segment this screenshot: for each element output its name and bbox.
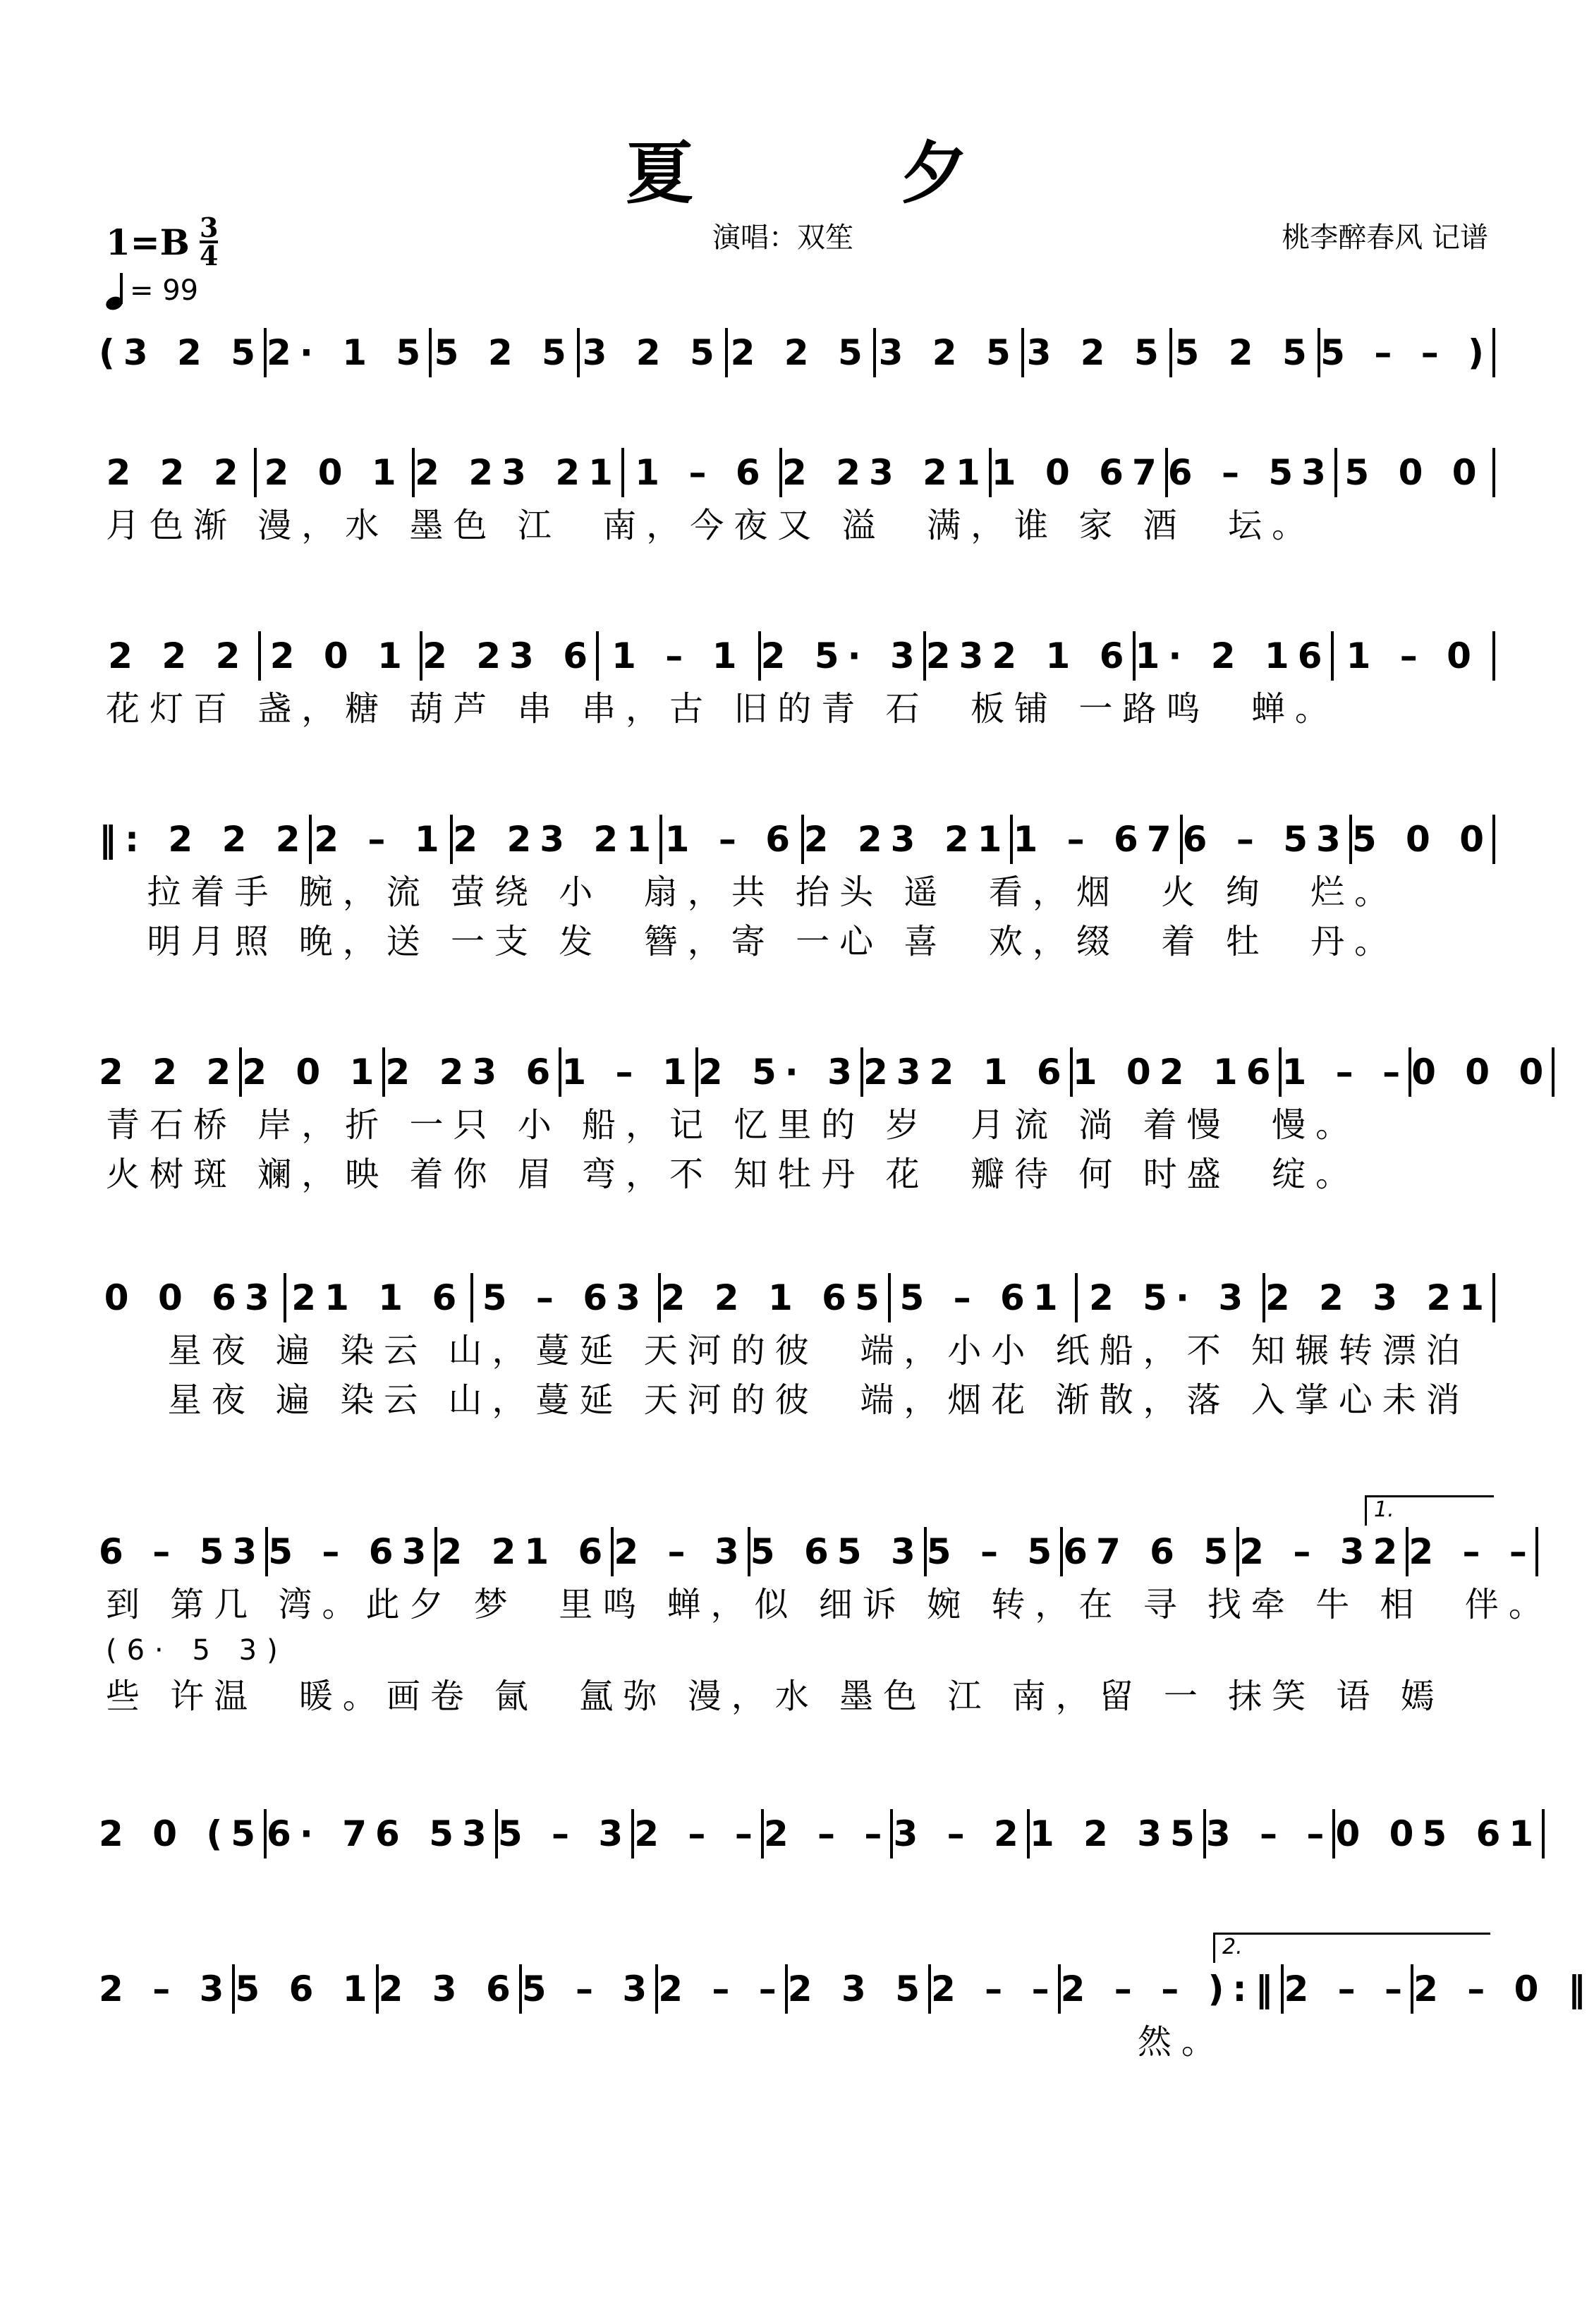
measure: 1 02 16 xyxy=(1072,1052,1279,1093)
measure: 2 – – ):‖ xyxy=(1060,1969,1282,2009)
key-label: 1=B xyxy=(106,221,190,263)
measure: 2 23 21 xyxy=(803,819,1011,860)
measure: 1 – 67 xyxy=(1013,819,1180,860)
lyrics-line: 月色渐 漫，水 墨色 江 南，今夜又 溢 满，谁 家 酒 坛。 xyxy=(106,506,1316,545)
measure: 232 1 6 xyxy=(863,1052,1070,1093)
notes-row xyxy=(99,1961,1594,2017)
measure: 1 – 6 xyxy=(664,819,799,860)
measure: 3 – 2 xyxy=(893,1813,1027,1854)
measure: 2 23 21 xyxy=(782,452,989,493)
lyrics-line: 些 许温 暖。画卷 氤 氲弥 漫，水 墨色 江 南，留 一 抹笑 语 嫣 xyxy=(106,1677,1444,1716)
lyrics-line: 火树斑 斓，映 着你 眉 弯，不 知牡丹 花 瓣待 何 时盛 绽。 xyxy=(106,1155,1360,1194)
notes-row xyxy=(99,1806,1543,1862)
time-signature: 3 4 xyxy=(199,212,219,272)
measure: 2 – 32 xyxy=(1239,1531,1406,1572)
measure: 21 1 6 xyxy=(291,1277,466,1318)
measure: 6· 76 53 xyxy=(267,1813,495,1854)
measure: 6 – 53 xyxy=(1167,452,1334,493)
measure: 1 – 0 xyxy=(1346,635,1480,676)
measure: 5 0 0 xyxy=(1344,452,1485,493)
measure: 5 0 0 xyxy=(1351,819,1492,860)
singer-credit: 演唱：双笙 xyxy=(712,221,853,254)
quarter-note-icon xyxy=(106,272,126,310)
measure: 2 2 5 xyxy=(730,332,871,373)
measure: 2 5· 3 xyxy=(1088,1277,1252,1318)
measure: 5 – – ) xyxy=(1320,332,1493,373)
measure: 2 3 5 xyxy=(787,1969,928,2009)
lyrics-line: 星夜 遍 染云 山，蔓延 天河的彼 端，烟花 渐散，落 入掌心未消 xyxy=(106,1380,1470,1420)
measure: 2· 1 5 xyxy=(267,332,430,373)
measure: ‖: 2 2 2 xyxy=(99,819,309,860)
measure: 67 6 5 xyxy=(1063,1531,1237,1572)
measure: 5 2 5 xyxy=(1174,332,1315,373)
measure: 1 – 6 xyxy=(635,452,769,493)
barline xyxy=(1492,1273,1495,1322)
measure: 5 – 5 xyxy=(926,1531,1061,1572)
measure: 5 – 61 xyxy=(899,1277,1066,1318)
measure: 2 – – xyxy=(763,1813,891,1854)
barline xyxy=(1492,448,1495,497)
lyrics-line: 明月照 晚，送 一支 发 簪，寄 一心 喜 欢，缀 着 牡 丹。 xyxy=(106,922,1399,961)
measure: 2 23 6 xyxy=(385,1052,559,1093)
measure: 5 – 3 xyxy=(521,1969,656,2009)
measure: 2 5· 3 xyxy=(698,1052,860,1093)
measure: 3 2 5 xyxy=(878,332,1019,373)
measure: 3 – – xyxy=(1205,1813,1333,1854)
score-system xyxy=(99,628,1495,734)
notes-row xyxy=(99,324,1495,381)
measure: 2 – 0 ‖ xyxy=(1413,1969,1594,2009)
measure: 2 2 3 21 xyxy=(1265,1277,1492,1318)
barline xyxy=(1492,631,1495,681)
measure: 2 – – xyxy=(930,1969,1058,2009)
notes-row xyxy=(99,628,1495,684)
score-system xyxy=(99,1044,1552,1199)
score-system xyxy=(99,1270,1495,1425)
measure: 2 23 6 xyxy=(422,635,597,676)
measure: 232 1 6 xyxy=(925,635,1133,676)
tempo-marking xyxy=(106,272,198,310)
notes-row xyxy=(99,1044,1552,1100)
notes-row xyxy=(99,444,1495,501)
measure: (3 2 5 xyxy=(99,332,264,373)
score-system xyxy=(99,324,1495,381)
measure: 6 – 53 xyxy=(99,1531,266,1572)
measure: 5 – 3 xyxy=(497,1813,632,1854)
measure: 1 – 1 xyxy=(612,635,746,676)
measure: 2 2 2 xyxy=(108,635,249,676)
lyrics-line: 花灯百 盏，糖 葫芦 串 串，古 旧的青 石 板铺 一路鸣 蝉。 xyxy=(106,689,1339,729)
barline xyxy=(1552,1047,1555,1097)
measure: 2 23 21 xyxy=(453,819,660,860)
measure: 2 23 21 xyxy=(415,452,621,493)
measure: 2 – – xyxy=(1284,1969,1411,2009)
volta-bracket: 1. xyxy=(1365,1495,1494,1526)
measure: 5 6 1 xyxy=(235,1969,376,2009)
measure: 2 – – xyxy=(658,1969,785,2009)
lyrics-line: 到 第几 湾。此夕 梦 里鸣 蝉，似 细诉 婉 转，在 寻 找牵 牛 相 伴。 xyxy=(106,1585,1552,1624)
volta-bracket: 2. xyxy=(1213,1933,1490,1963)
page-title: 夏 夕 xyxy=(626,133,1060,213)
measure: 5 2 5 xyxy=(434,332,575,373)
barline xyxy=(1535,1527,1538,1576)
measure: 2 – – xyxy=(1409,1531,1535,1572)
lyrics-line: (6· 5 3) xyxy=(106,1634,288,1667)
measure: 2 3 6 xyxy=(378,1969,519,2009)
lyrics-line: 拉着手 腕，流 萤绕 小 扇，共 抬头 遥 看，烟 火 绚 烂。 xyxy=(106,872,1399,912)
measure: 5 65 3 xyxy=(750,1531,924,1572)
measure: 6 – 53 xyxy=(1182,819,1349,860)
measure: 2 2 2 xyxy=(106,452,247,493)
measure: 2 5· 3 xyxy=(760,635,923,676)
measure: 0 0 0 xyxy=(1411,1052,1552,1093)
measure: 0 0 63 xyxy=(104,1277,278,1318)
notes-row xyxy=(99,1523,1535,1580)
measure: 2 – 3 xyxy=(614,1531,748,1572)
measure: 1 – 1 xyxy=(561,1052,695,1093)
measure: 2 – 1 xyxy=(314,819,448,860)
tempo-label: = 99 xyxy=(130,274,199,307)
measure: 5 – 63 xyxy=(268,1531,435,1572)
measure: 3 2 5 xyxy=(582,332,723,373)
measure: 2 0 (5 xyxy=(99,1813,264,1854)
barline xyxy=(1492,328,1495,377)
measure: 2 2 2 xyxy=(99,1052,240,1093)
measure: 2 – 3 xyxy=(99,1969,233,2009)
measure: 3 2 5 xyxy=(1026,332,1167,373)
score-system xyxy=(99,811,1495,966)
notes-row xyxy=(99,811,1495,868)
measure: 2 0 1 xyxy=(269,635,410,676)
lyrics-line: 青石桥 岸，折 一只 小 船，记 忆里的 岁 月流 淌 着慢 慢。 xyxy=(106,1105,1360,1145)
measure: 2 – – xyxy=(634,1813,761,1854)
measure: 2 21 6 xyxy=(437,1531,612,1572)
measure: 2 2 1 65 xyxy=(660,1277,888,1318)
barline xyxy=(1542,1809,1545,1858)
score-system xyxy=(99,1935,1594,2067)
measure: 1 0 67 xyxy=(991,452,1165,493)
barline xyxy=(1492,815,1495,864)
measure: 1 2 35 xyxy=(1029,1813,1203,1854)
measure: 0 05 61 xyxy=(1335,1813,1543,1854)
score-system xyxy=(99,1497,1552,1721)
score-system xyxy=(99,444,1495,550)
measure: 5 – 63 xyxy=(482,1277,649,1318)
score-system xyxy=(99,1806,1543,1862)
notes-row xyxy=(99,1270,1495,1326)
recorder-credit: 桃李醉春风 记谱 xyxy=(1282,221,1488,254)
key-signature xyxy=(106,212,219,272)
measure: 1· 2 16 xyxy=(1135,635,1331,676)
measure: 1 – – xyxy=(1282,1052,1409,1093)
lyrics-line: 星夜 遍 染云 山，蔓延 天河的彼 端，小小 纸船，不 知辗转漂泊 xyxy=(106,1331,1470,1370)
measure: 2 0 1 xyxy=(264,452,405,493)
measure: 2 0 1 xyxy=(242,1052,383,1093)
lyrics-line: 然。 xyxy=(106,2022,1225,2062)
